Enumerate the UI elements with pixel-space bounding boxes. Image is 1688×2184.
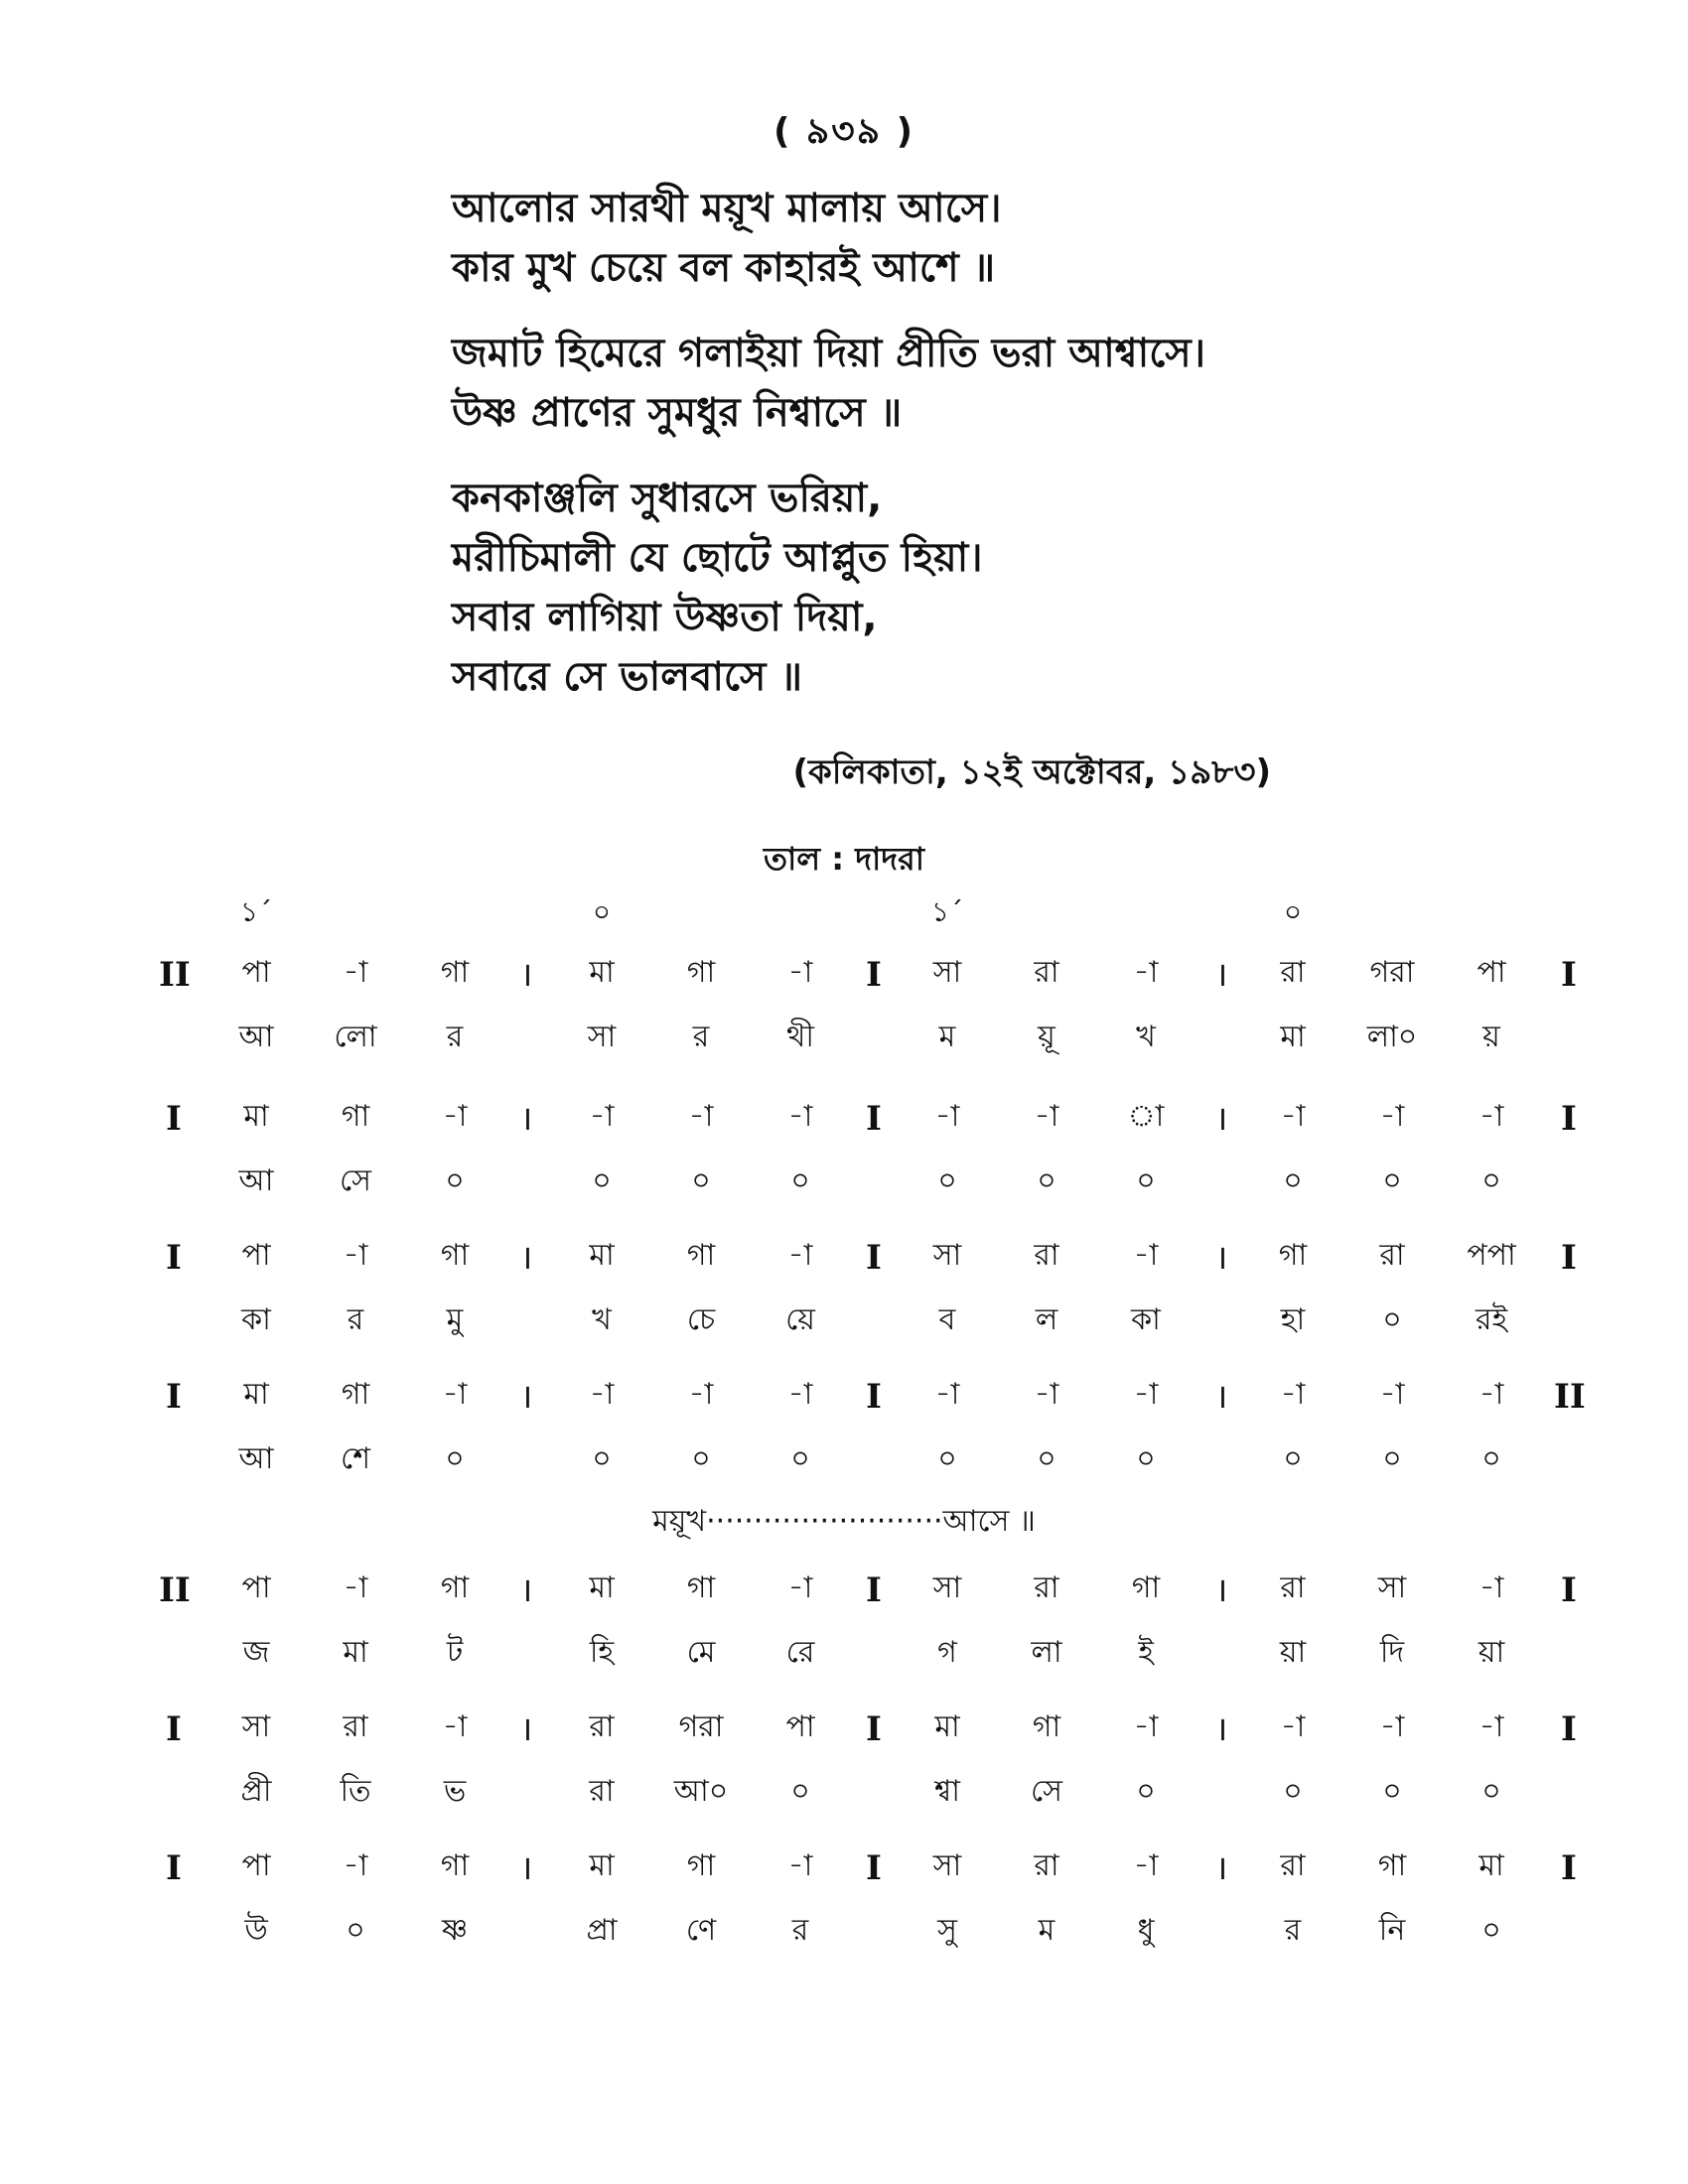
lyric-syllable: দি: [1379, 1635, 1405, 1670]
swara-note: -া: [1379, 1099, 1405, 1134]
swara-note: গা: [686, 1238, 716, 1273]
lyric-syllable: ০: [1382, 1441, 1402, 1476]
lyric-syllable: সে: [1031, 1774, 1062, 1809]
swara-note: -া: [787, 1570, 813, 1605]
bar-line: I: [1561, 1099, 1577, 1139]
swara-note: -া: [787, 1099, 813, 1134]
lyric-syllable: মা: [343, 1635, 368, 1670]
swara-note: -া: [442, 1377, 468, 1412]
lyric-syllable: রই: [1475, 1302, 1508, 1337]
bar-line: II: [159, 955, 191, 995]
swara-note: গা: [440, 1848, 470, 1883]
swara-note: -া: [1379, 1709, 1405, 1744]
lyric-syllable: চে: [686, 1302, 716, 1337]
lyric-syllable: য়ে: [785, 1302, 815, 1337]
swara-note: মা: [589, 1848, 615, 1883]
swara-note: রা: [1280, 1570, 1306, 1605]
swara-note: পা: [241, 1238, 271, 1273]
bar-line: I: [166, 1848, 182, 1888]
swara-note: রা: [1379, 1238, 1405, 1273]
swara-note: পা: [241, 1848, 271, 1883]
swara-note: -া: [1034, 1377, 1059, 1412]
lyric-syllable: ০: [1481, 1163, 1501, 1198]
bar-line: ।: [1214, 1099, 1228, 1139]
swara-note: গা: [686, 955, 716, 990]
bar-line: I: [866, 1709, 882, 1749]
swara-note: রা: [1034, 1570, 1059, 1605]
lyric-syllable: ০: [790, 1774, 810, 1809]
lyric-syllable: ০: [1136, 1441, 1156, 1476]
swara-note: -া: [1478, 1377, 1504, 1412]
bar-line: ।: [519, 1238, 533, 1278]
lyric-syllable: ০: [1382, 1163, 1402, 1198]
swara-note: -া: [688, 1377, 714, 1412]
bar-line: ।: [1214, 1570, 1228, 1610]
swara-note: রা: [1034, 955, 1059, 990]
bar-line: ।: [1214, 1238, 1228, 1278]
lyric-syllable: ০: [1136, 1774, 1156, 1809]
swara-note: মা: [934, 1709, 960, 1744]
lyric-syllable: ০: [691, 1441, 711, 1476]
swara-note: -া: [1379, 1377, 1405, 1412]
lyric-syllable: ০: [1481, 1774, 1501, 1809]
lyric-syllable: ০: [1283, 1441, 1303, 1476]
swara-note: মা: [243, 1377, 269, 1412]
lyric-syllable: ণে: [685, 1913, 717, 1948]
lyric-syllable: ম: [938, 1020, 956, 1054]
lyric-syllable: ০: [592, 1163, 612, 1198]
swara-note: -া: [1478, 1570, 1504, 1605]
lyric-syllable: জ: [242, 1635, 270, 1670]
swara-note: -া: [1280, 1099, 1306, 1134]
lyric-syllable: সা: [587, 1020, 617, 1054]
lyric-syllable: লো: [334, 1020, 377, 1054]
bar-line: ।: [519, 955, 533, 995]
swara-note: পা: [241, 955, 271, 990]
swara-note: রা: [1280, 955, 1306, 990]
poem-line: মরীচিমালী যে ছোটে আপ্লুত হিয়া।: [452, 535, 983, 581]
lyric-syllable: গ: [937, 1635, 957, 1670]
lyric-syllable: ল: [1035, 1302, 1058, 1337]
swara-note: -া: [442, 1099, 468, 1134]
swara-note: গা: [440, 955, 470, 990]
swara-note: সা: [1377, 1570, 1407, 1605]
lyric-syllable: আ০: [673, 1774, 729, 1809]
swara-note: রা: [1034, 1848, 1059, 1883]
swara-note: পা: [785, 1709, 815, 1744]
lyric-syllable: হি: [589, 1635, 615, 1670]
swara-note: -া: [1133, 1848, 1159, 1883]
bar-line: I: [166, 1099, 182, 1139]
swara-note: -া: [787, 955, 813, 990]
swara-note: রা: [1280, 1848, 1306, 1883]
lyric-syllable: প্রী: [240, 1774, 272, 1809]
lyric-syllable: ০: [1037, 1163, 1056, 1198]
swara-note: গা: [1032, 1709, 1061, 1744]
lyric-syllable: র: [1284, 1913, 1302, 1948]
lyric-syllable: লা: [1031, 1635, 1062, 1670]
lyric-syllable: রা: [589, 1774, 615, 1809]
lyric-syllable: ০: [346, 1913, 365, 1948]
lyric-syllable: লা০: [1366, 1020, 1418, 1054]
lyric-syllable: ০: [1136, 1163, 1156, 1198]
lyric-syllable: ০: [1037, 1441, 1056, 1476]
bar-line: ।: [519, 1377, 533, 1417]
swara-note: রা: [343, 1709, 368, 1744]
lyric-syllable: য়ূ: [1038, 1020, 1055, 1054]
bar-line: ।: [519, 1709, 533, 1749]
lyric-syllable: ০: [937, 1163, 957, 1198]
lyric-syllable: শে: [341, 1441, 370, 1476]
swara-note: সা: [932, 955, 962, 990]
beat-mark: ০: [1283, 895, 1303, 928]
swara-note: মা: [589, 955, 615, 990]
lyric-syllable: আ: [238, 1441, 274, 1476]
swara-note: -া: [787, 1377, 813, 1412]
swara-note: সা: [932, 1238, 962, 1273]
swara-note: -া: [1034, 1099, 1059, 1134]
bar-line: I: [166, 1238, 182, 1278]
lyric-syllable: ধু: [1137, 1913, 1155, 1948]
lyric-syllable: ই: [1138, 1635, 1154, 1670]
swara-note: -া: [343, 955, 368, 990]
bar-line: I: [866, 1238, 882, 1278]
swara-note: -া: [934, 1377, 960, 1412]
lyric-syllable: র: [347, 1302, 364, 1337]
swara-note: গা: [341, 1377, 370, 1412]
lyric-syllable: কা: [1131, 1302, 1161, 1337]
swara-note: গা: [686, 1570, 716, 1605]
lyric-syllable: ০: [592, 1441, 612, 1476]
swara-note: গা: [1278, 1238, 1308, 1273]
lyric-syllable: কা: [241, 1302, 271, 1337]
lyric-syllable: ট: [446, 1635, 464, 1670]
swara-note: গা: [1377, 1848, 1407, 1883]
lyric-syllable: ব: [938, 1302, 956, 1337]
swara-note: গা: [440, 1570, 470, 1605]
lyric-syllable: য়া: [1279, 1635, 1307, 1670]
swara-note: গা: [440, 1238, 470, 1273]
poem-line: সবারে সে ভালবাসে ॥: [452, 654, 802, 700]
lyric-syllable: ম: [1038, 1913, 1055, 1948]
swara-note: গা: [686, 1848, 716, 1883]
bar-line: I: [1561, 955, 1577, 995]
poem-line: আলোর সারথী ময়ূখ মালায় আসে।: [452, 186, 1002, 231]
swara-note: রা: [1034, 1238, 1059, 1273]
swara-note: -া: [1133, 1709, 1159, 1744]
lyric-syllable: উ: [244, 1913, 268, 1948]
bar-line: I: [166, 1709, 182, 1749]
lyric-syllable: ০: [1283, 1163, 1303, 1198]
lyric-syllable: য়া: [1477, 1635, 1505, 1670]
swara-note: -া: [1280, 1709, 1306, 1744]
bar-line: ।: [519, 1848, 533, 1888]
swara-note: -া: [442, 1709, 468, 1744]
swara-note: -া: [1133, 1377, 1159, 1412]
lyric-syllable: ০: [937, 1441, 957, 1476]
swara-note: -া: [688, 1099, 714, 1134]
lyric-syllable: মে: [686, 1635, 716, 1670]
swara-note: গরা: [1369, 955, 1415, 990]
swara-note: পা: [241, 1570, 271, 1605]
swara-note: মা: [589, 1570, 615, 1605]
lyric-syllable: আ: [238, 1163, 274, 1198]
lyric-syllable: ০: [1382, 1774, 1402, 1809]
swara-note: -া: [787, 1238, 813, 1273]
lyric-syllable: মা: [1280, 1020, 1306, 1054]
bar-line: II: [1554, 1377, 1586, 1417]
bar-line: I: [1561, 1570, 1577, 1610]
lyric-syllable: র: [692, 1020, 710, 1054]
lyric-syllable: র: [791, 1913, 809, 1948]
poem-line: কার মুখ চেয়ে বল কাহারই আশে ॥: [452, 245, 996, 291]
swara-note: -া: [1478, 1709, 1504, 1744]
bar-line: ।: [1214, 955, 1228, 995]
lyric-syllable: ষ্ণ: [441, 1913, 469, 1948]
bar-line: II: [159, 1570, 191, 1610]
swara-note: -া: [343, 1848, 368, 1883]
swara-note: -া: [343, 1570, 368, 1605]
swara-note: -া: [1478, 1099, 1504, 1134]
swara-note: পপা: [1467, 1238, 1516, 1273]
swara-note: -া: [1133, 1238, 1159, 1273]
lyric-syllable: ০: [1481, 1441, 1501, 1476]
poem-line: জমাট হিমেরে গলাইয়া দিয়া প্রীতি ভরা আশ্বাসে।: [452, 331, 1206, 376]
bar-line: ।: [519, 1099, 533, 1139]
swara-note: গা: [341, 1099, 370, 1134]
bar-line: I: [866, 1099, 882, 1139]
lyric-syllable: প্রা: [586, 1913, 618, 1948]
dateline: (কলিকাতা, ১২ই অক্টোবর, ১৯৮৩): [792, 752, 1271, 792]
beat-mark: ০: [592, 895, 612, 928]
lyric-syllable: আ: [238, 1020, 274, 1054]
lyric-syllable: ০: [790, 1441, 810, 1476]
bar-line: I: [866, 1377, 882, 1417]
lyric-syllable: ভ: [443, 1774, 467, 1809]
bar-line: ।: [519, 1570, 533, 1610]
bar-line: ।: [1214, 1377, 1228, 1417]
bar-line: I: [866, 1848, 882, 1888]
swara-note: মা: [589, 1238, 615, 1273]
poem-line: কনকাঞ্জলি সুধারসে ভরিয়া,: [452, 476, 883, 521]
bar-line: ।: [1214, 1848, 1228, 1888]
bar-line: I: [1561, 1848, 1577, 1888]
swara-note: গরা: [678, 1709, 724, 1744]
lyric-syllable: ০: [790, 1163, 810, 1198]
bar-line: I: [866, 955, 882, 995]
lyric-syllable: খ: [1136, 1020, 1156, 1054]
swara-note: -া: [589, 1377, 615, 1412]
swara-note: -া: [787, 1848, 813, 1883]
lyric-syllable: হা: [1280, 1302, 1306, 1337]
lyric-syllable: সে: [340, 1163, 371, 1198]
beat-mark: ১´: [930, 895, 964, 928]
lyric-syllable: ০: [445, 1163, 465, 1198]
poem-line: উষ্ণ প্রাণের সুমধুর নিশ্বাসে ॥: [452, 390, 903, 436]
swara-note: -া: [343, 1238, 368, 1273]
swara-note: সা: [932, 1570, 962, 1605]
bar-line: I: [1561, 1709, 1577, 1749]
lyric-syllable: ০: [1283, 1774, 1303, 1809]
lyric-syllable: থী: [785, 1020, 814, 1054]
lyric-syllable: ০: [691, 1163, 711, 1198]
lyric-syllable: ০: [1382, 1302, 1402, 1337]
lyric-syllable: য়: [1482, 1020, 1500, 1054]
lyric-syllable: সু: [937, 1913, 957, 1948]
swara-note: মা: [1478, 1848, 1504, 1883]
lyric-syllable: শ্বা: [934, 1774, 960, 1809]
refrain-line: ময়ূখ·························আসে ॥: [652, 1504, 1036, 1539]
swara-note: -া: [1280, 1377, 1306, 1412]
swara-note: রা: [589, 1709, 615, 1744]
swara-note: -া: [589, 1099, 615, 1134]
lyric-syllable: ০: [1481, 1913, 1501, 1948]
swara-note: মা: [243, 1099, 269, 1134]
lyric-syllable: রে: [785, 1635, 815, 1670]
taal-heading: তাল : দাদরা: [764, 840, 924, 878]
bar-line: I: [1561, 1238, 1577, 1278]
poem-line: সবার লাগিয়া উষ্ণতা দিয়া,: [452, 595, 878, 640]
lyric-syllable: ০: [445, 1441, 465, 1476]
swara-note: সা: [932, 1848, 962, 1883]
page-number: ( ৯৩৯ ): [773, 111, 915, 152]
bar-line: I: [166, 1377, 182, 1417]
swara-note: া: [1127, 1099, 1165, 1134]
lyric-syllable: খ: [592, 1302, 612, 1337]
lyric-syllable: নি: [1378, 1913, 1406, 1948]
lyric-syllable: র: [446, 1020, 464, 1054]
lyric-syllable: মু: [446, 1302, 464, 1337]
swara-note: সা: [241, 1709, 271, 1744]
bar-line: ।: [1214, 1709, 1228, 1749]
beat-mark: ১´: [239, 895, 273, 928]
swara-note: গা: [1131, 1570, 1161, 1605]
bar-line: I: [866, 1570, 882, 1610]
swara-note: পা: [1477, 955, 1506, 990]
swara-note: -া: [1133, 955, 1159, 990]
lyric-syllable: তি: [340, 1774, 371, 1809]
swara-note: -া: [934, 1099, 960, 1134]
